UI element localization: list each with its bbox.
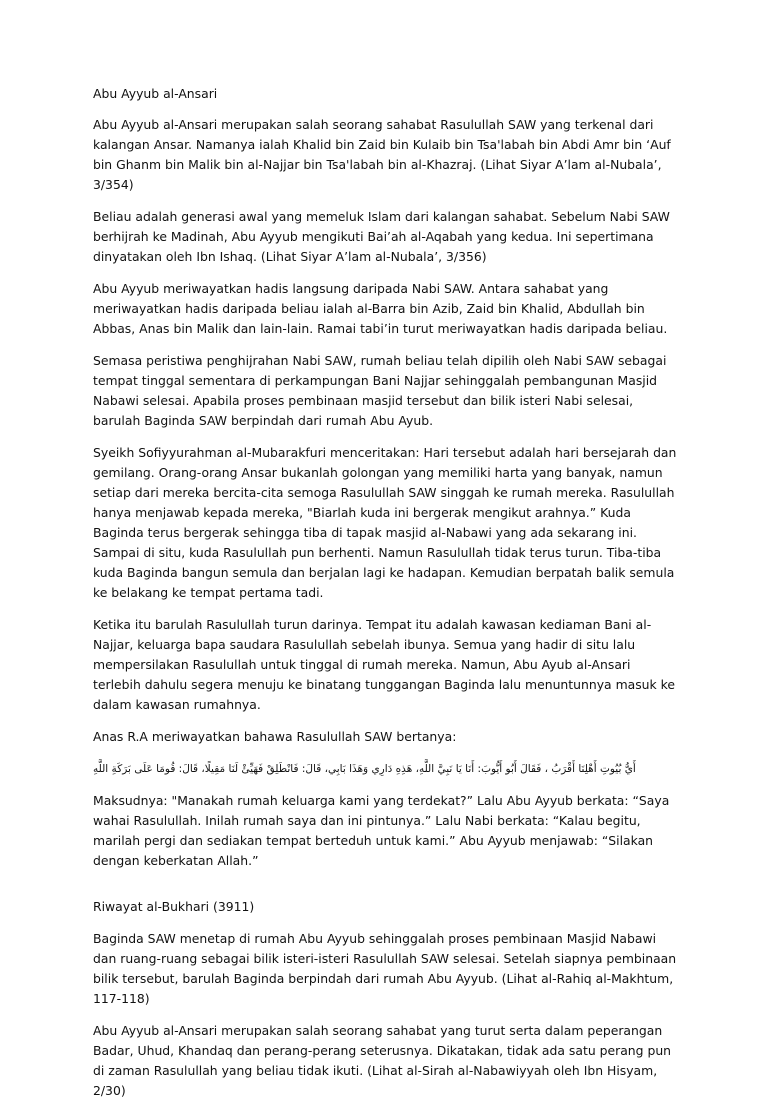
paragraph-hadith-narration: Abu Ayyub meriwayatkan hadis langsung daripada Nabi SAW. Antara sahabat yang meriwayatkan hadis daripada beliau ialah al-Barra bin Azib, Zaid bin Khalid, Abdullah bin Abbas, Anas bin Malik dan lain-lain. Ramai tabi’in turut meriwayatkan hadis daripada beliau. xyxy=(93,281,668,336)
paragraph-translation: Maksudnya: "Manakah rumah keluarga kami yang terdekat?” Lalu Abu Ayyub berkata: “Saya wahai Rasulullah. Inilah rumah saya dan ini pintunya.” Lalu Nabi berkata: “Kalau begitu, marilah pergi dan sediakan tempat berteduh untuk kami.” Abu Ayyub menjawab: “Silakan dengan keberkatan Allah.” xyxy=(93,793,670,868)
document-body xyxy=(93,84,677,1113)
paragraph-intro: Abu Ayyub al-Ansari merupakan salah seorang sahabat Rasulullah SAW yang terkenal dari kalangan Ansar. Namanya ialah Khalid bin Zaid bin Kulaib bin Tsa'labah bin Abdi Amr bin ‘Auf bin Ghanm bin Malik bin al-Najjar bin Tsa'labah bin al-Khazraj. (Lihat Siyar A’lam al-Nubala’, 3/354) xyxy=(93,117,671,192)
paragraph-battles: Abu Ayyub al-Ansari merupakan salah seorang sahabat yang turut serta dalam peperangan Badar, Uhud, Khandaq dan perang-perang seterusnya. Dikatakan, tidak ada satu perang pun di zaman Rasulullah yang beliau tidak ikuti. (Lihat al-Sirah al-Nabawiyyah oleh Ibn Hisyam, 2/30) xyxy=(93,1023,672,1098)
paragraph-early-islam: Beliau adalah generasi awal yang memeluk Islam dari kalangan sahabat. Sebelum Nabi SAW berhijrah ke Madinah, Abu Ayyub mengikuti Bai’ah al-Aqabah yang kedua. Ini sepertimana dinyatakan oleh Ibn Ishaq. (Lihat Siyar A’lam al-Nubala’, 3/356) xyxy=(93,209,670,264)
hadith-reference: Riwayat al-Bukhari (3911) xyxy=(93,899,255,914)
arabic-hadith-text: أَيُّ بُيُوتِ أَهْلِنَا أَقْرَبُ ، فَقَالَ أَبُو أَيُّوبَ: أَنَا يَا نَبِيَّ اللَّهِ، هَذِهِ دَارِي وَهَذَا بَابِي، قَالَ: فَانْطَلِقْ فَهَيِّئْ لَنَا مَقِيلًا، قَالَ: قُومَا عَلَى بَرَكَةِ اللَّهِ xyxy=(93,763,636,775)
paragraph-anas-narration: Anas R.A meriwayatkan bahawa Rasulullah SAW bertanya: xyxy=(93,729,457,744)
paragraph-hijrah: Semasa peristiwa penghijrahan Nabi SAW, rumah beliau telah dipilih oleh Nabi SAW sebagai tempat tinggal sementara di perkampungan Bani Najjar sehinggalah pembangunan Masjid Nabawi selesai. Apabila proses pembinaan masjid tersebut dan bilik isteri Nabi selesai, barulah Baginda SAW berpindah dari rumah Abu Ayub. xyxy=(93,353,667,428)
document-title: Abu Ayyub al-Ansari xyxy=(93,86,218,101)
paragraph-mubarakfuri-account: Syeikh Sofiyyurahman al-Mubarakfuri menceritakan: Hari tersebut adalah hari bersejarah dan gemilang. Orang-orang Ansar bukanlah golongan yang memiliki harta yang banyak, namun setiap dari mereka bercita-cita semoga Rasulullah SAW singgah ke rumah mereka. Rasulullah hanya menjawab kepada mereka, "Biarlah kuda ini bergerak mengikut arahnya.” Kuda Baginda terus bergerak sehingga tiba di tapak masjid al-Nabawi yang ada sekarang ini. Sampai di situ, kuda Rasulullah pun berhenti. Namun Rasulullah tidak terus turun. Tiba-tiba kuda Baginda bangun semula dan berjalan lagi ke hadapan. Kemudian berpatah balik semula ke belakang ke tempat pertama tadi. xyxy=(93,445,677,600)
paragraph-bani-najjar: Ketika itu barulah Rasulullah turun darinya. Tempat itu adalah kawasan kediaman Bani al-Najjar, keluarga bapa saudara Rasulullah sebelah ibunya. Semua yang hadir di situ lalu mempersilakan Rasulullah untuk tinggal di rumah mereka. Namun, Abu Ayub al-Ansari terlebih dahulu segera menuju ke binatang tunggangan Baginda lalu menuntunnya masuk ke dalam kawasan rumahnya. xyxy=(93,617,676,712)
paragraph-residence: Baginda SAW menetap di rumah Abu Ayyub sehinggalah proses pembinaan Masjid Nabawi dan ruang-ruang sebagai bilik isteri-isteri Rasulullah SAW selesai. Setelah siapnya pembinaan bilik tersebut, barulah Baginda berpindah dari rumah Abu Ayyub. (Lihat al-Rahiq al-Makhtum, 117-118) xyxy=(93,931,677,1006)
